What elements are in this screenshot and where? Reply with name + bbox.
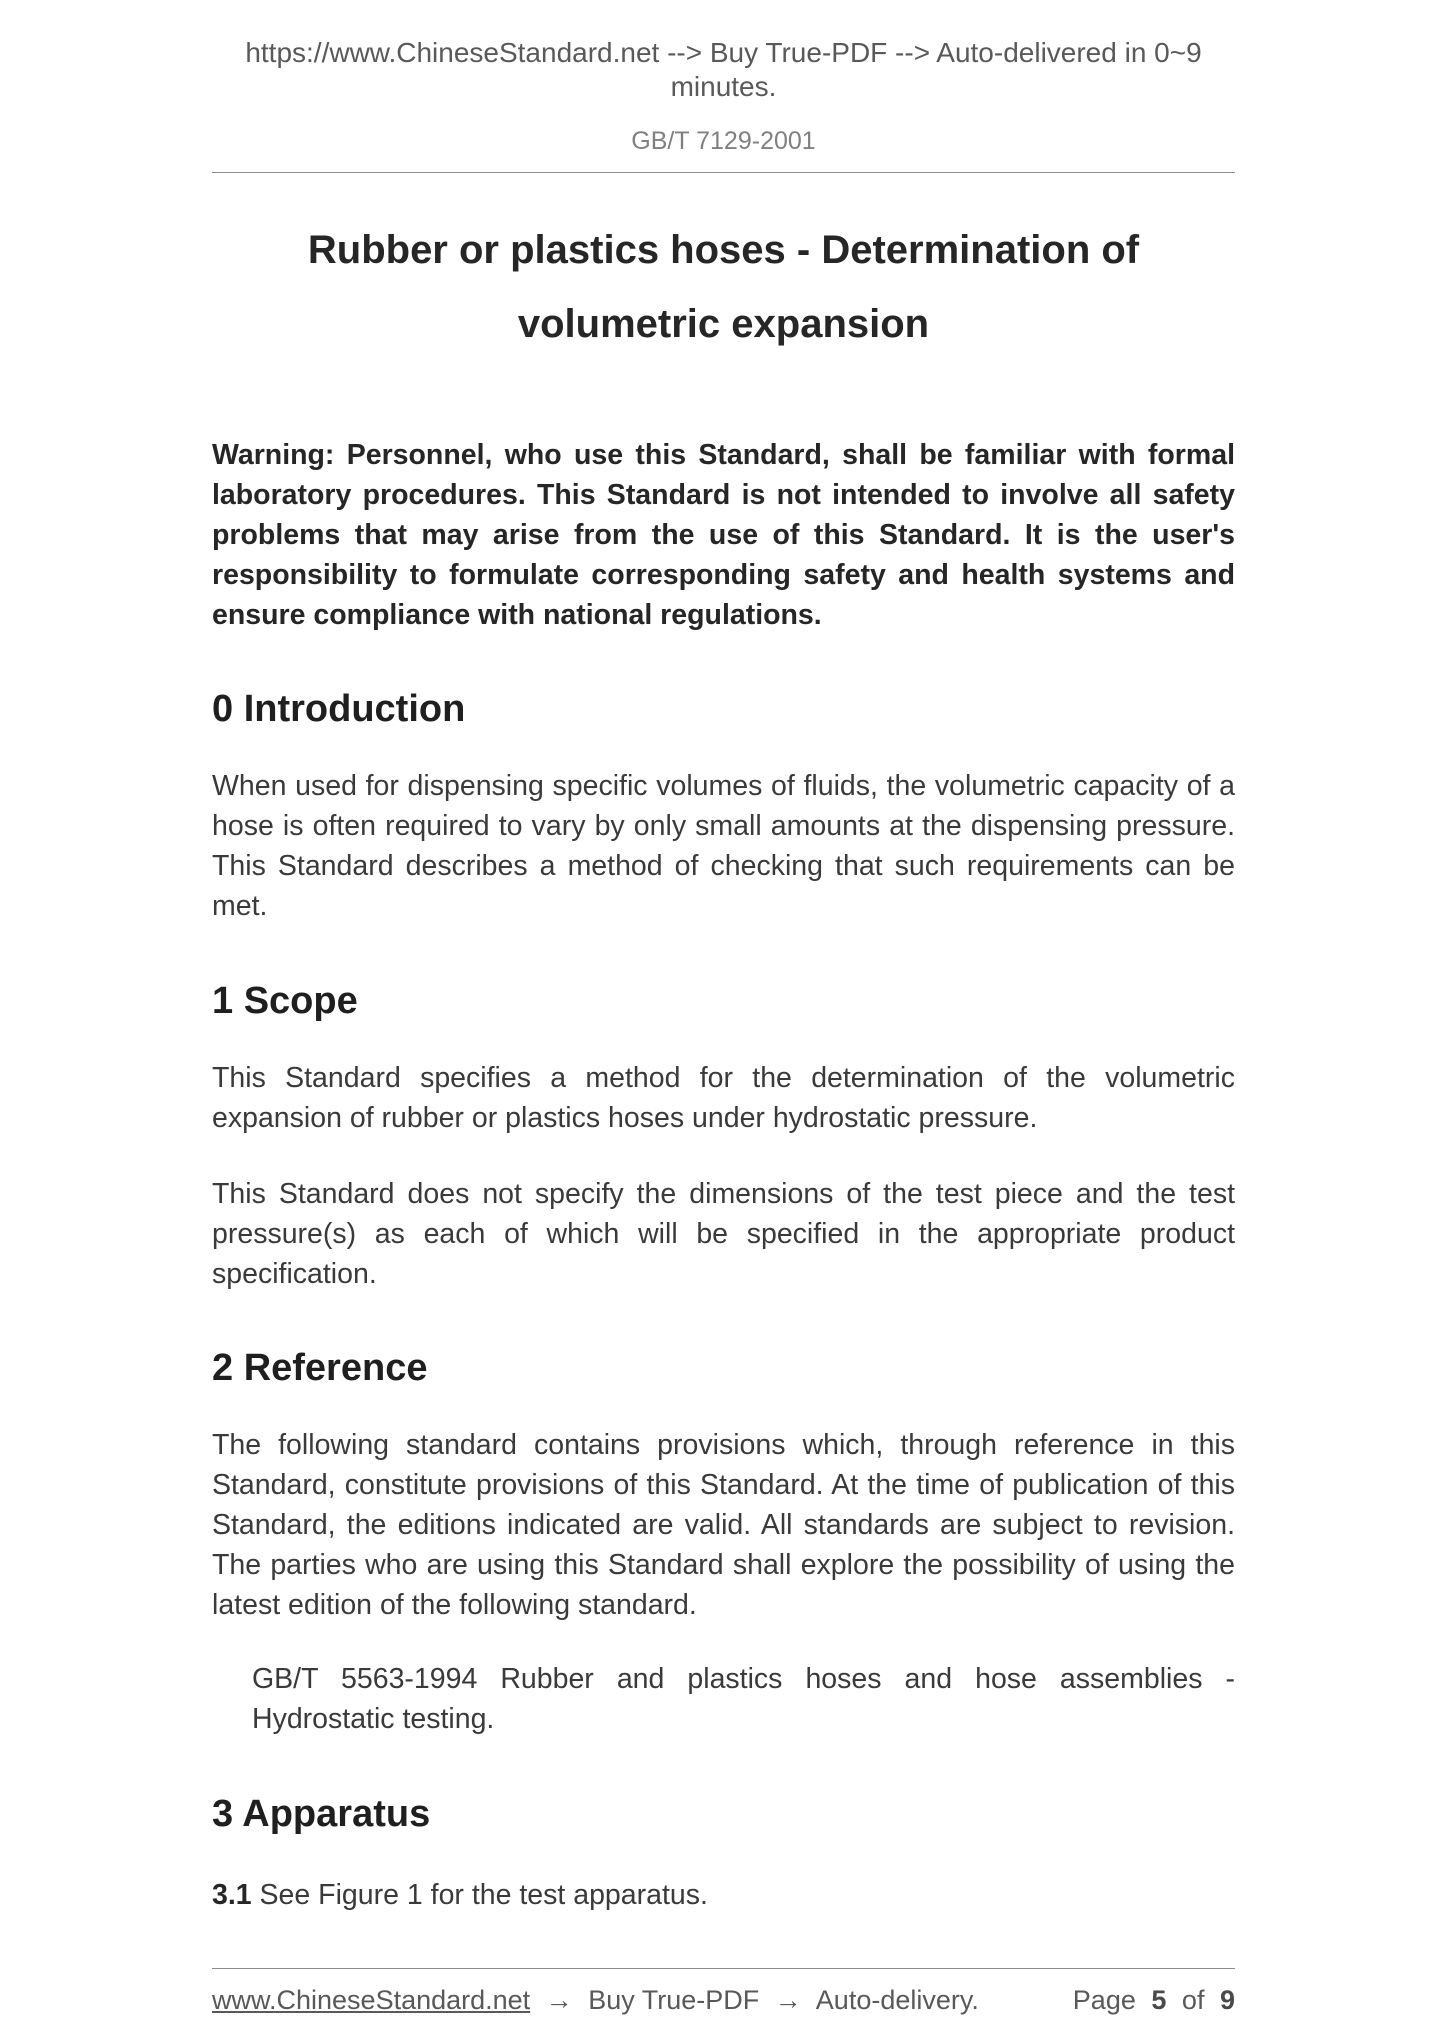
- footer-page-indicator: [1073, 1985, 1235, 2016]
- arrow-right-icon: →: [545, 1985, 573, 2015]
- reference-paragraph: The following standard contains provisions which, through reference in this Standard, constitute provisions of this Standard. At the time of publication of this Standard, the editions indicated are valid. All standards are subject to revision. The parties who are using this Standard shall explore the possibility of using the latest edition of the following standard.: [212, 1429, 1235, 1622]
- page-total: 9: [1219, 1985, 1235, 2015]
- section-heading-reference: 2 Reference: [212, 1347, 428, 1390]
- arrow-right-icon: →: [774, 1985, 802, 2015]
- clause-3-1-label: 3.1: [212, 1878, 252, 1911]
- scope-paragraph-2: This Standard does not specify the dimensions of the test piece and the test pressure(s) as each of which will be specified in the appropriate product specification.: [212, 1177, 1235, 1290]
- footer-site-link[interactable]: www.ChineseStandard.net: [212, 1985, 531, 2015]
- footer-buy-text: Buy True-PDF: [588, 1985, 760, 2015]
- clause-3-1-text: See Figure 1 for the test apparatus.: [259, 1878, 708, 1911]
- document-title: [212, 213, 1235, 361]
- doc-number: GB/T 7129-2001: [631, 127, 816, 155]
- header-url-line: https://www.ChineseStandard.net --> Buy True-PDF --> Auto-delivered in 0~9 minutes.: [245, 37, 1202, 102]
- section-heading-scope: 1 Scope: [212, 980, 358, 1023]
- page-of-label: of: [1181, 1985, 1205, 2015]
- section-heading-apparatus: 3 Apparatus: [212, 1792, 431, 1835]
- header-divider: [212, 172, 1235, 173]
- page-label: Page: [1072, 1985, 1136, 2015]
- footer-left: [212, 1985, 979, 2016]
- page-footer: [212, 1968, 1235, 2016]
- document-title-line1: Rubber or plastics hoses - Determination of: [307, 228, 1140, 272]
- clause-3-1: [212, 1876, 1235, 1916]
- scope-paragraph-1: This Standard specifies a method for the determination of the volumetric expansion of rubber or plastics hoses under hydrostatic pressure.: [212, 1062, 1235, 1134]
- introduction-paragraph: When used for dispensing specific volumes of fluids, the volumetric capacity of a hose is often required to vary by only small amounts at the dispensing pressure. This Standard describes a method of checking that such requirements can be met.: [212, 770, 1235, 923]
- referenced-standard: GB/T 5563-1994 Rubber and plastics hoses and hose assemblies - Hydrostatic testing.: [252, 1662, 1235, 1735]
- footer-delivery-text: Auto-delivery.: [815, 1985, 979, 2015]
- section-heading-introduction: 0 Introduction: [212, 688, 466, 731]
- page-number: 5: [1151, 1985, 1167, 2015]
- warning-paragraph: Warning: Personnel, who use this Standard, shall be familiar with formal laboratory procedures. This Standard is not intended to involve all safety problems that may arise from the use of this Standard. It is the user's responsibility to formulate corresponding safety and health systems and ensure compliance with national regulations.: [212, 439, 1235, 631]
- document-title-line2: volumetric expansion: [517, 302, 930, 346]
